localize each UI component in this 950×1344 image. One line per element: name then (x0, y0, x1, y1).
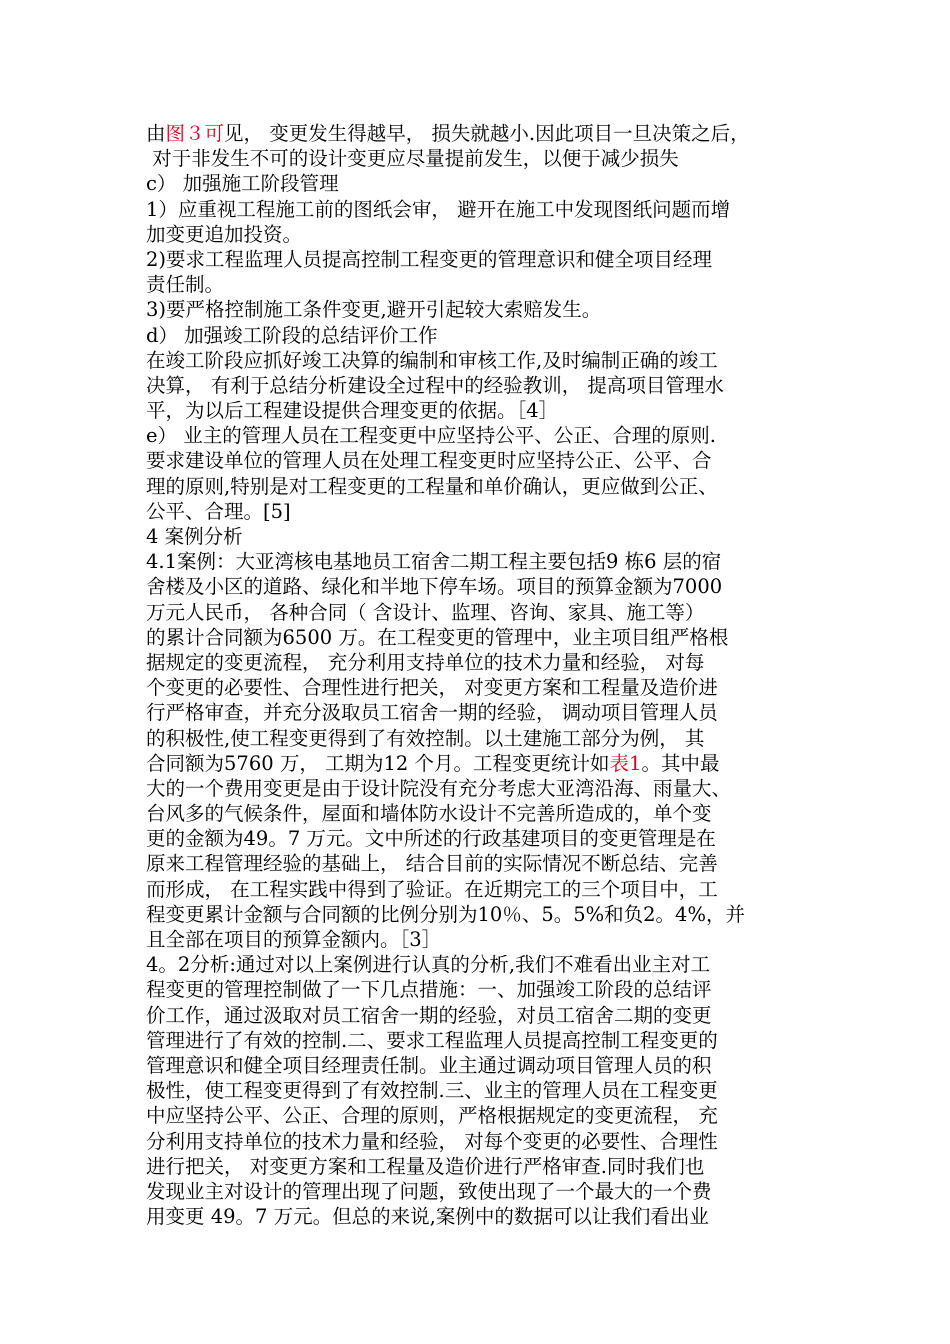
text-span: 台风多的气候条件，屋面和墙体防水设计不完善所造成的，单个变 (146, 802, 712, 826)
text-line (146, 776, 806, 801)
cross-reference-link[interactable]: 图３可 (165, 122, 225, 145)
text-span: 进行把关， 对变更方案和工程量及造价进行严格审查.同时我们也 (146, 1154, 705, 1178)
text-span: 4 案例分析 (146, 525, 243, 548)
document-body (146, 121, 806, 1229)
text-span: c） 加强施工阶段管理 (146, 172, 339, 196)
text-span: 对于非发生不可的设计变更应尽量提前发生，以便于减少损失 (146, 147, 679, 171)
text-line (146, 650, 806, 675)
text-line (146, 1053, 806, 1078)
text-span: 要求建设单位的管理人员在处理工程变更时应坚持公正、公平、合 (146, 449, 712, 473)
text-line (146, 1003, 806, 1028)
text-span: 行严格审查，并充分汲取员工宿舍一期的经验， 调动项目管理人员 (146, 701, 718, 725)
text-line (146, 801, 806, 826)
text-span: 的积极性,使工程变更得到了有效控制。以土建施工部分为例， 其 (146, 726, 705, 750)
text-line (146, 222, 806, 247)
text-line (146, 902, 806, 927)
text-span: 合同额为5760 万， 工期为12 个月。工程变更统计如 (146, 751, 610, 775)
text-span: 。其中最 (641, 751, 720, 775)
text-span: 个变更的必要性、合理性进行把关， 对变更方案和工程量及造价进 (146, 676, 718, 700)
text-line (146, 398, 806, 423)
text-line (146, 574, 806, 599)
text-line (146, 1179, 806, 1204)
text-line (146, 927, 806, 952)
text-line (146, 1129, 806, 1154)
text-line (146, 423, 806, 448)
text-line (146, 146, 806, 171)
text-line (146, 826, 806, 851)
text-span: 3)要严格控制施工条件变更,避开引起较大索赔发生。 (146, 298, 602, 322)
cross-reference-link[interactable]: 表1 (609, 751, 642, 775)
text-line (146, 1204, 806, 1229)
text-line (146, 272, 806, 297)
text-span: 用变更 49。7 万元。但总的来说,案例中的数据可以让我们看出业 (146, 1205, 709, 1229)
text-line (146, 877, 806, 902)
text-span: 平，为以后工程建设提供合理变更的依据。［4］ (146, 399, 559, 423)
text-line (146, 700, 806, 725)
text-line (146, 952, 806, 977)
text-span: 4.1案例：大亚湾核电基地员工宿舍二期工程主要包括9 栋6 层的宿 (146, 550, 722, 574)
text-span: 舍楼及小区的道路、绿化和半地下停车场。项目的预算金额为7000 (146, 575, 723, 599)
text-line (146, 1103, 806, 1128)
text-line (146, 600, 806, 625)
text-line (146, 625, 806, 650)
text-line (146, 448, 806, 473)
text-span: 的累计合同额为6500 万。在工程变更的管理中，业主项目组严格根 (146, 625, 729, 649)
text-line (146, 977, 806, 1002)
text-span: 管理进行了有效的控制.二、要求工程监理人员提高控制工程变更的 (146, 1028, 718, 1052)
text-line (146, 549, 806, 574)
text-span: 理的原则,特别是对工程变更的工程量和单价确认，更应做到公正、 (146, 474, 718, 498)
text-line (146, 675, 806, 700)
text-line (146, 499, 806, 524)
text-line (146, 121, 806, 146)
text-span: d） 加强竣工阶段的总结评价工作 (146, 323, 438, 347)
text-span: 分利用支持单位的技术力量和经验， 对每个变更的必要性、合理性 (146, 1129, 718, 1153)
text-span: 见， 变更发生得越早， 损失就越小.因此项目一旦决策之后， (224, 122, 750, 145)
text-span: 公平、合理。[5] (146, 499, 291, 523)
text-line (146, 726, 806, 751)
text-span: 中应坚持公平、公正、合理的原则，严格根据规定的变更流程， 充 (146, 1104, 718, 1128)
text-line (146, 348, 806, 373)
text-line (146, 1028, 806, 1053)
text-span: 发现业主对设计的管理出现了问题，致使出现了一个最大的一个费 (146, 1179, 712, 1203)
text-line (146, 751, 806, 776)
text-line (146, 297, 806, 322)
text-line (146, 323, 806, 348)
text-line (146, 1078, 806, 1103)
text-span: 2)要求工程监理人员提高控制工程变更的管理意识和健全项目经理 (146, 247, 713, 271)
text-span: 程变更的管理控制做了一下几点措施：一、加强竣工阶段的总结评 (146, 978, 712, 1002)
text-span: 责任制。 (146, 273, 225, 297)
text-span: 在竣工阶段应抓好竣工决算的编制和审核工作,及时编制正确的竣工 (146, 348, 718, 372)
text-span: e） 业主的管理人员在工程变更中应坚持公平、公正、合理的原则. (146, 424, 716, 448)
text-span: 万元人民币， 各种合同（ 含设计、监理、咨询、家具、施工等） (146, 600, 705, 624)
text-span: 程变更累计金额与合同额的比例分别为10％、5。5%和负2。4%，并 (146, 902, 745, 926)
text-span: 极性，使工程变更得到了有效控制.三、业主的管理人员在工程变更 (146, 1079, 718, 1103)
text-line (146, 524, 806, 549)
text-span: 据规定的变更流程， 充分利用支持单位的技术力量和经验， 对每 (146, 650, 705, 674)
text-span: 更的金额为49。7 万元。文中所述的行政基建项目的变更管理是在 (146, 827, 716, 851)
text-span: 4。2分析:通过对以上案例进行认真的分析,我们不难看出业主对工 (146, 953, 711, 977)
text-span: 原来工程管理经验的基础上， 结合目前的实际情况不断总结、完善 (146, 852, 718, 876)
text-span: 决算， 有利于总结分析建设全过程中的经验教训， 提高项目管理水 (146, 373, 724, 397)
text-span: 1）应重视工程施工前的图纸会审， 避开在施工中发现图纸问题而增 (146, 197, 731, 221)
text-line (146, 474, 806, 499)
text-line (146, 247, 806, 272)
text-span: 管理意识和健全项目经理责任制。业主通过调动项目管理人员的积 (146, 1053, 712, 1077)
text-line (146, 171, 806, 196)
text-span: 价工作，通过汲取对员工宿舍一期的经验，对员工宿舍二期的变更 (146, 1003, 712, 1027)
text-span: 而形成， 在工程实践中得到了验证。在近期完工的三个项目中，工 (146, 877, 718, 901)
text-span: 且全部在项目的预算金额内。［3］ (146, 928, 442, 951)
text-span: 大的一个费用变更是由于设计院没有充分考虑大亚湾沿海、雨量大、 (146, 776, 732, 800)
text-line (146, 851, 806, 876)
text-line (146, 197, 806, 222)
text-span: 由 (146, 122, 166, 145)
text-line (146, 373, 806, 398)
text-line (146, 1154, 806, 1179)
text-span: 加变更追加投资。 (146, 222, 303, 246)
